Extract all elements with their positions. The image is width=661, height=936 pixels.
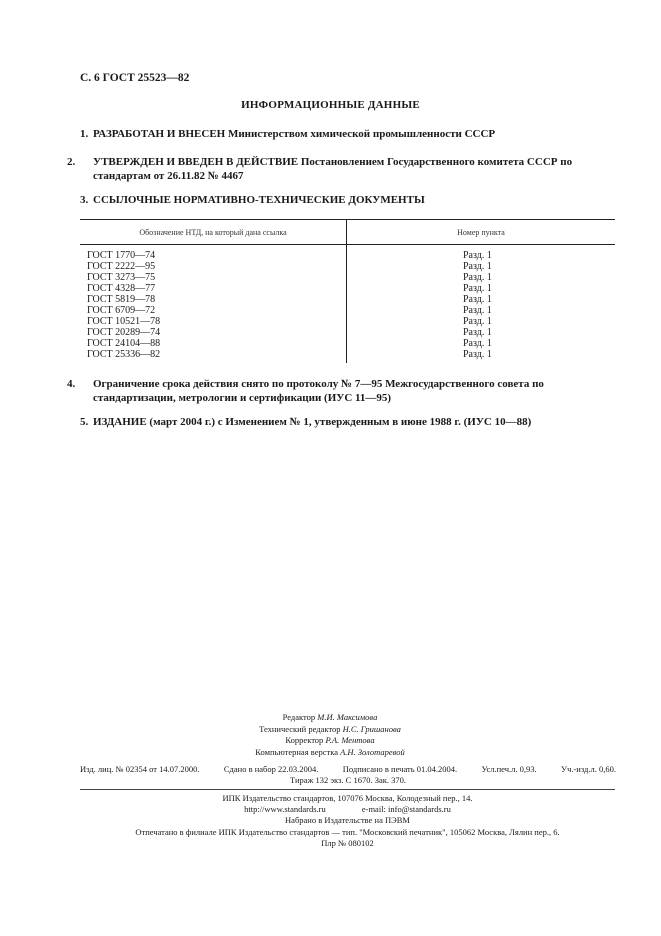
table-cell-item: Разд. 1: [463, 305, 492, 316]
printer-license: Плр № 080102: [321, 837, 374, 848]
table-cell-doc: ГОСТ 4328—77: [87, 283, 156, 294]
table-cell-item: Разд. 1: [463, 272, 492, 283]
section-4-number: 4.: [67, 378, 76, 390]
table-header-item: Номер пункта: [457, 228, 505, 237]
printer-note: Отпечатано в филиале ИПК Издательство стандартов — тип. "Московский печатник", 105062 Москва, Лялин пер., 6.: [135, 826, 560, 837]
publisher-contacts: [60, 804, 635, 815]
publishing-info: [80, 764, 616, 786]
section-2-number: 2.: [67, 156, 76, 168]
table-cell-doc: ГОСТ 6709—72: [87, 305, 156, 316]
table-column-divider: [346, 219, 347, 363]
credit-name: Н.С. Гришанова: [342, 723, 401, 734]
table-header-rule: [80, 244, 615, 245]
credit-label: Редактор: [282, 712, 316, 722]
table-cell-doc: ГОСТ 5819—78: [87, 294, 156, 305]
credit-label: Технический редактор: [259, 723, 341, 734]
table-cell-doc: ГОСТ 3273—75: [87, 272, 156, 283]
table-cell-item: Разд. 1: [463, 294, 492, 305]
imprint-block: [60, 793, 635, 849]
section-1: [80, 127, 616, 141]
table-cell-item: Разд. 1: [463, 261, 492, 272]
credit-name: М.И. Максимова: [317, 712, 378, 722]
section-3-text: ССЫЛОЧНЫЕ НОРМАТИВНО-ТЕХНИЧЕСКИЕ ДОКУМЕНТЫ: [93, 194, 425, 206]
section-1-number: 1.: [80, 128, 89, 140]
credit-layout: [180, 747, 480, 759]
email-link[interactable]: e-mail: info@standards.ru: [361, 804, 451, 815]
website-link[interactable]: http://www.standards.ru: [244, 804, 326, 815]
table-cell-item: Разд. 1: [463, 283, 492, 294]
table-cell-item: Разд. 1: [463, 349, 492, 360]
credit-tech-editor: [180, 724, 480, 736]
section-2-text: УТВЕРЖДЕН И ВВЕДЕН В ДЕЙСТВИЕ Постановлением Государственного комитета СССР по стандартам от 26.11.82 № 4467: [93, 156, 573, 182]
credit-label: Компьютерная верстка: [255, 746, 338, 757]
table-cell-doc: ГОСТ 1770—74: [87, 250, 156, 261]
print-sheets: Усл.печ.л. 0,93.: [481, 764, 537, 774]
table-cell-item: Разд. 1: [463, 250, 492, 261]
credit-label: Корректор: [285, 735, 324, 745]
table-cell-doc: ГОСТ 2222—95: [87, 261, 156, 272]
table-top-rule: [80, 219, 615, 220]
pub-sheets: Уч.-изд.л. 0,60.: [561, 764, 616, 774]
credit-corrector: [180, 735, 480, 747]
credits-block: [180, 712, 480, 758]
credit-editor: [180, 712, 480, 724]
credit-name: Р.А. Ментова: [325, 735, 375, 745]
table-cell-doc: ГОСТ 10521—78: [87, 316, 161, 327]
set-date: Сдано в набор 22.03.2004.: [223, 764, 319, 774]
table-column-documents: [87, 250, 160, 360]
section-4-text: Ограничение срока действия снято по протоколу № 7—95 Межгосударственного совета по стандартизации, метрологии и сертификации (ИУС 11—95): [93, 378, 544, 404]
table-cell-item: Разд. 1: [463, 327, 492, 338]
order-number: Зак. 370.: [374, 775, 407, 785]
table-cell-doc: ГОСТ 20289—74: [87, 327, 161, 338]
document-title: ИНФОРМАЦИОННЫЕ ДАННЫЕ: [241, 99, 420, 111]
section-4: [67, 377, 629, 405]
table-cell-doc: ГОСТ 24104—88: [87, 338, 161, 349]
table-column-items: [463, 250, 492, 360]
circulation: Тираж 132 экз. С 1670.: [289, 775, 373, 785]
section-5-number: 5.: [80, 416, 89, 428]
typeset-note: Набрано в Издательстве на ПЭВМ: [285, 815, 410, 826]
section-3: [80, 193, 616, 207]
table-cell-item: Разд. 1: [463, 316, 492, 327]
credit-name: А.Н. Золотаревой: [340, 746, 405, 757]
section-5: [80, 415, 616, 429]
license-text: Изд. лиц. № 02354 от 14.07.2000.: [80, 764, 200, 774]
table-cell-item: Разд. 1: [463, 338, 492, 349]
publisher-address: ИПК Издательство стандартов, 107076 Москва, Колодезный пер., 14.: [222, 793, 473, 803]
table-cell-doc: ГОСТ 25336—82: [87, 349, 161, 360]
section-2: [67, 155, 629, 183]
table-header-document: Обозначение НТД, на который дана ссылка: [139, 228, 287, 237]
section-1-text: РАЗРАБОТАН И ВНЕСЕН Министерством химической промышленности СССР: [93, 128, 496, 140]
signed-date: Подписано в печать 01.04.2004.: [342, 764, 458, 774]
section-5-text: ИЗДАНИЕ (март 2004 г.) с Изменением № 1, утвержденным в июне 1988 г. (ИУС 10—88): [93, 416, 532, 428]
section-3-number: 3.: [80, 194, 89, 206]
imprint-divider: [80, 789, 615, 790]
page-header: С. 6 ГОСТ 25523—82: [80, 72, 190, 84]
